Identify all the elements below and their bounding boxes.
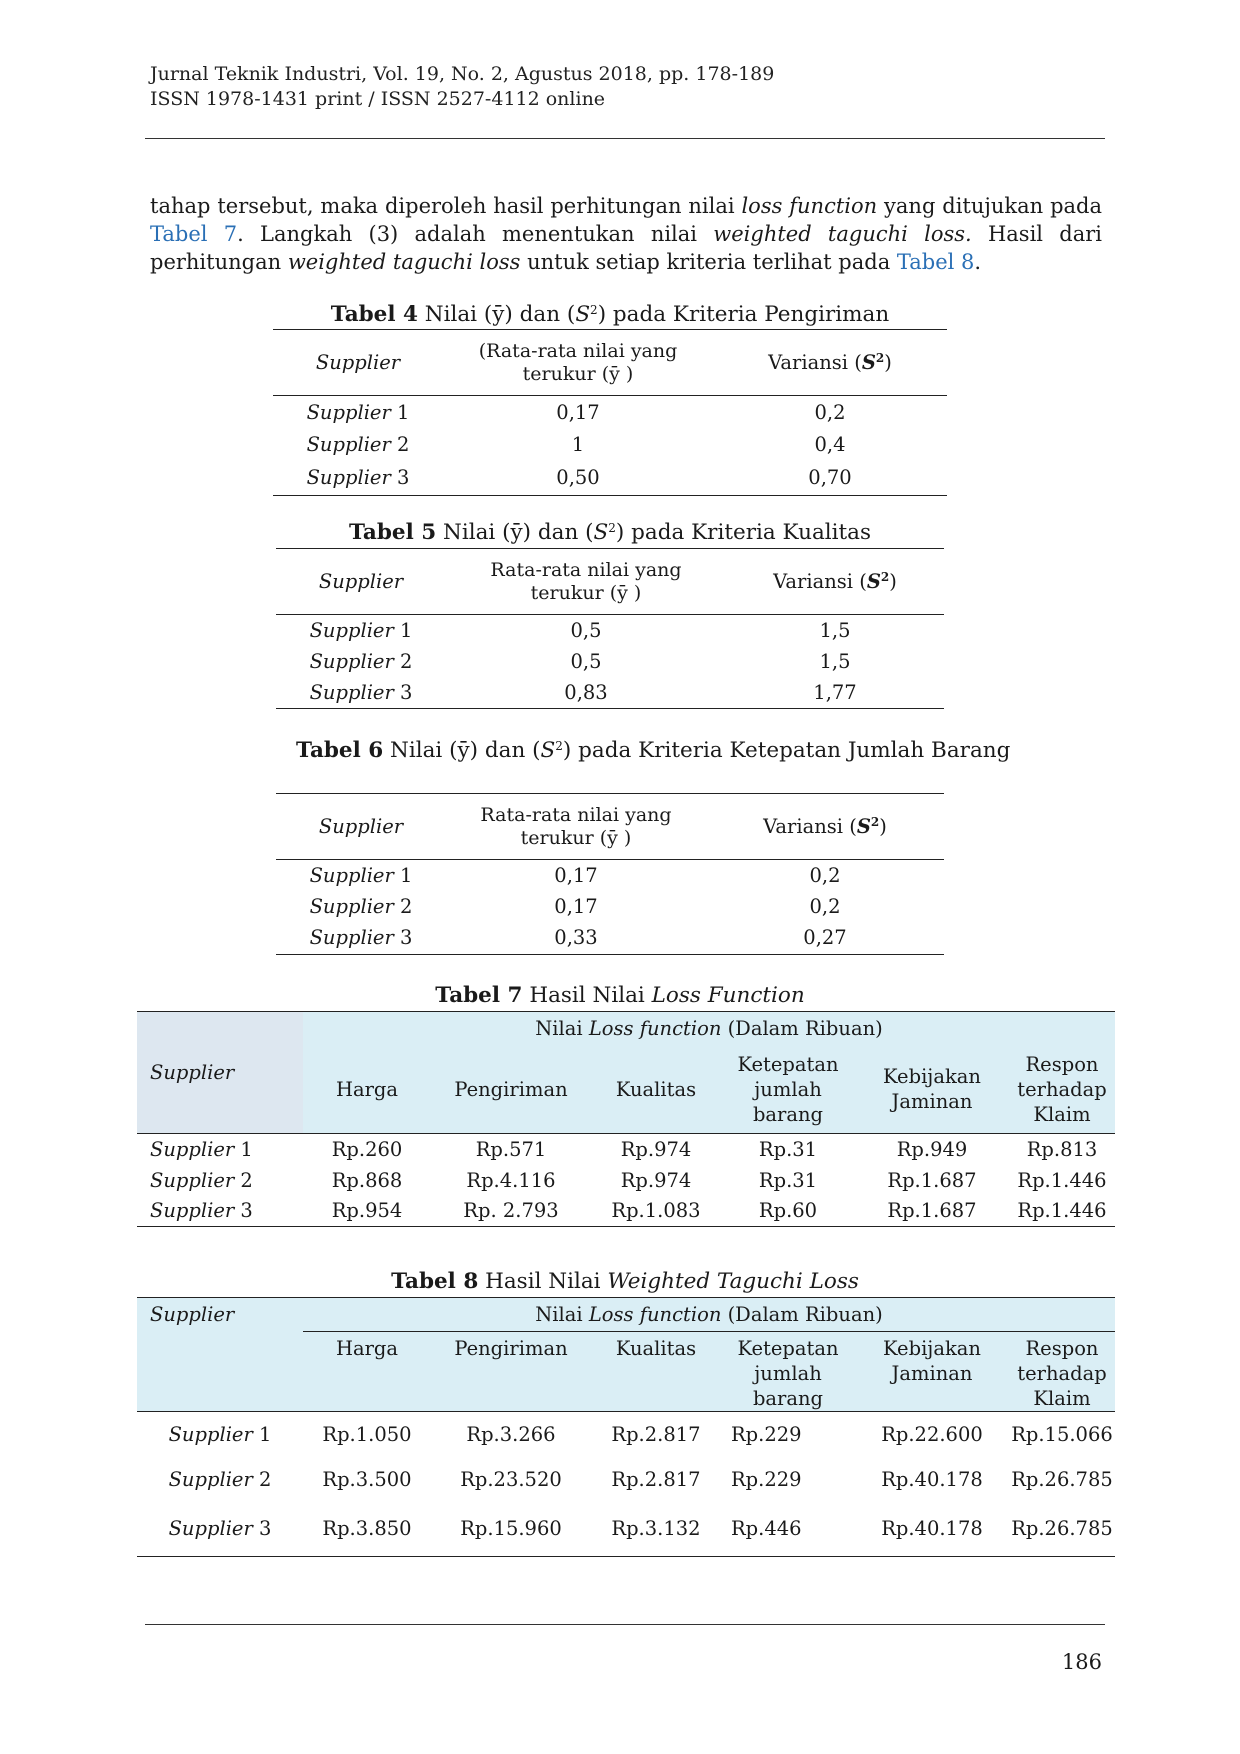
table-7-caption: Tabel 7 Hasil Nilai Loss Function: [435, 983, 805, 1008]
column-header-kebijakan: Kebijakan Jaminan: [855, 1046, 1009, 1134]
page-number: 186: [1061, 1650, 1102, 1674]
text-run: untuk setiap kriteria terlihat pada: [520, 250, 897, 274]
body-paragraph: [150, 192, 1102, 276]
text-run-italic: loss function: [741, 194, 878, 218]
running-header: [150, 62, 774, 112]
table-row: Supplier 1 Rp.1.050 Rp.3.266 Rp.2.817 Rp.229 Rp.22.600 Rp.15.066: [168, 1422, 1113, 1446]
table-8-link[interactable]: Tabel 8: [896, 250, 975, 274]
column-header-supplier: Supplier: [137, 1012, 303, 1134]
table-row: Supplier 2 0,17 0,2: [309, 894, 841, 918]
column-header-pengiriman: Pengiriman: [431, 1046, 591, 1134]
table-5: [276, 548, 944, 709]
column-header-ketepatan: Ketepatan jumlah barang: [721, 1332, 855, 1412]
text-run: . Langkah (3) adalah menentukan nilai: [237, 222, 714, 246]
column-header-supplier: Supplier: [315, 351, 401, 374]
table-row: Supplier 1 Rp.260 Rp.571 Rp.974 Rp.31 Rp.949 Rp.813: [150, 1137, 1098, 1161]
table-row: Supplier 2 1 0,4: [306, 433, 846, 456]
journal-issn: ISSN 1978-1431 print / ISSN 2527-4112 online: [150, 88, 606, 110]
column-header-respon: Respon terhadap Klaim: [1009, 1046, 1115, 1134]
text-run-italic: weighted taguchi loss: [287, 250, 521, 274]
table-row: Supplier 3 0,33 0,27: [276, 922, 944, 955]
header-rule: [145, 138, 1105, 139]
table-7-link[interactable]: Tabel 7: [150, 222, 238, 246]
column-header-harga: Harga: [303, 1332, 431, 1412]
journal-citation: Jurnal Teknik Industri, Vol. 19, No. 2, Agustus 2018, pp. 178-189: [150, 63, 775, 85]
column-header-pengiriman: Pengiriman: [431, 1332, 591, 1412]
table-8-caption: Tabel 8 Hasil Nilai Weighted Taguchi Loss: [391, 1269, 859, 1294]
table-row: Supplier 3 Rp.954 Rp. 2.793 Rp.1.083 Rp.60 Rp.1.687 Rp.1.446: [137, 1196, 1115, 1227]
column-header-supplier: Supplier: [318, 815, 404, 838]
table-row: Supplier 1 0,17 0,2: [309, 863, 841, 887]
column-header-mean: Rata-rata nilai yang terukur (ȳ ): [480, 803, 672, 849]
table-row: Supplier 2 0,5 1,5: [309, 650, 851, 673]
table-row: Supplier 3 0,83 1,77: [276, 677, 944, 709]
text-run: Hasil dari perhitungan: [150, 222, 1102, 274]
table-6-caption: Tabel 6 Nilai (ȳ) dan $(S^2)$ pada Kriteria Ketepatan Jumlah Barang: [296, 738, 1011, 763]
table-7: [137, 1011, 1115, 1227]
table-6: [276, 793, 944, 955]
table-4-caption: Tabel 4 Nilai (ȳ) dan $(S^2)$ pada Kriteria Pengiriman: [330, 302, 890, 327]
column-header-mean: Rata-rata nilai yang terukur (ȳ ): [490, 558, 682, 604]
column-header-mean: (Rata-rata nilai yang terukur (ȳ ): [478, 339, 678, 385]
column-header-kualitas: Kualitas: [591, 1332, 721, 1412]
table-5-caption: Tabel 5 Nilai (ȳ) dan $(S^2)$ pada Kriteria Kualitas: [348, 520, 872, 545]
table-row: Supplier 1 0,5 1,5: [309, 619, 851, 643]
text-run: yang ditujukan pada: [877, 194, 1103, 218]
footer-rule: [145, 1624, 1105, 1625]
column-header-supplier: Supplier: [137, 1298, 303, 1412]
table-row: Supplier 2 Rp.868 Rp.4.116 Rp.974 Rp.31 Rp.1.687 Rp.1.446: [150, 1168, 1107, 1192]
table-8: [137, 1297, 1115, 1557]
text-run: tahap tersebut, maka diperoleh hasil perhitungan nilai: [150, 194, 742, 218]
column-header-respon: Respon terhadap Klaim: [1009, 1332, 1115, 1412]
table-4: [273, 329, 947, 496]
column-header-ketepatan: Ketepatan jumlah barang: [721, 1046, 855, 1134]
column-header-kebijakan: Kebijakan Jaminan: [855, 1332, 1009, 1412]
table-row: Supplier 1 0,17 0,2: [306, 401, 846, 425]
text-run: .: [974, 250, 982, 274]
table-row: Supplier 3 0,50 0,70: [273, 460, 947, 496]
text-run-italic: weighted taguchi loss.: [713, 222, 972, 246]
column-group-header: Nilai Loss function (Dalam Ribuan): [303, 1298, 1115, 1332]
column-header-variance: Variansi $(S^2)$: [768, 351, 892, 374]
column-header-variance: Variansi $(S^2)$: [773, 570, 897, 593]
table-row: Supplier 3 Rp.3.850 Rp.15.960 Rp.3.132 Rp.446 Rp.40.178 Rp.26.785: [137, 1502, 1115, 1557]
column-header-supplier: Supplier: [318, 570, 404, 593]
table-row: Supplier 2 Rp.3.500 Rp.23.520 Rp.2.817 Rp.229 Rp.40.178 Rp.26.785: [168, 1467, 1113, 1491]
column-header-harga: Harga: [303, 1046, 431, 1134]
column-group-header: Nilai Loss function (Dalam Ribuan): [303, 1012, 1115, 1046]
column-header-kualitas: Kualitas: [591, 1046, 721, 1134]
column-header-variance: Variansi $(S^2)$: [763, 815, 887, 838]
